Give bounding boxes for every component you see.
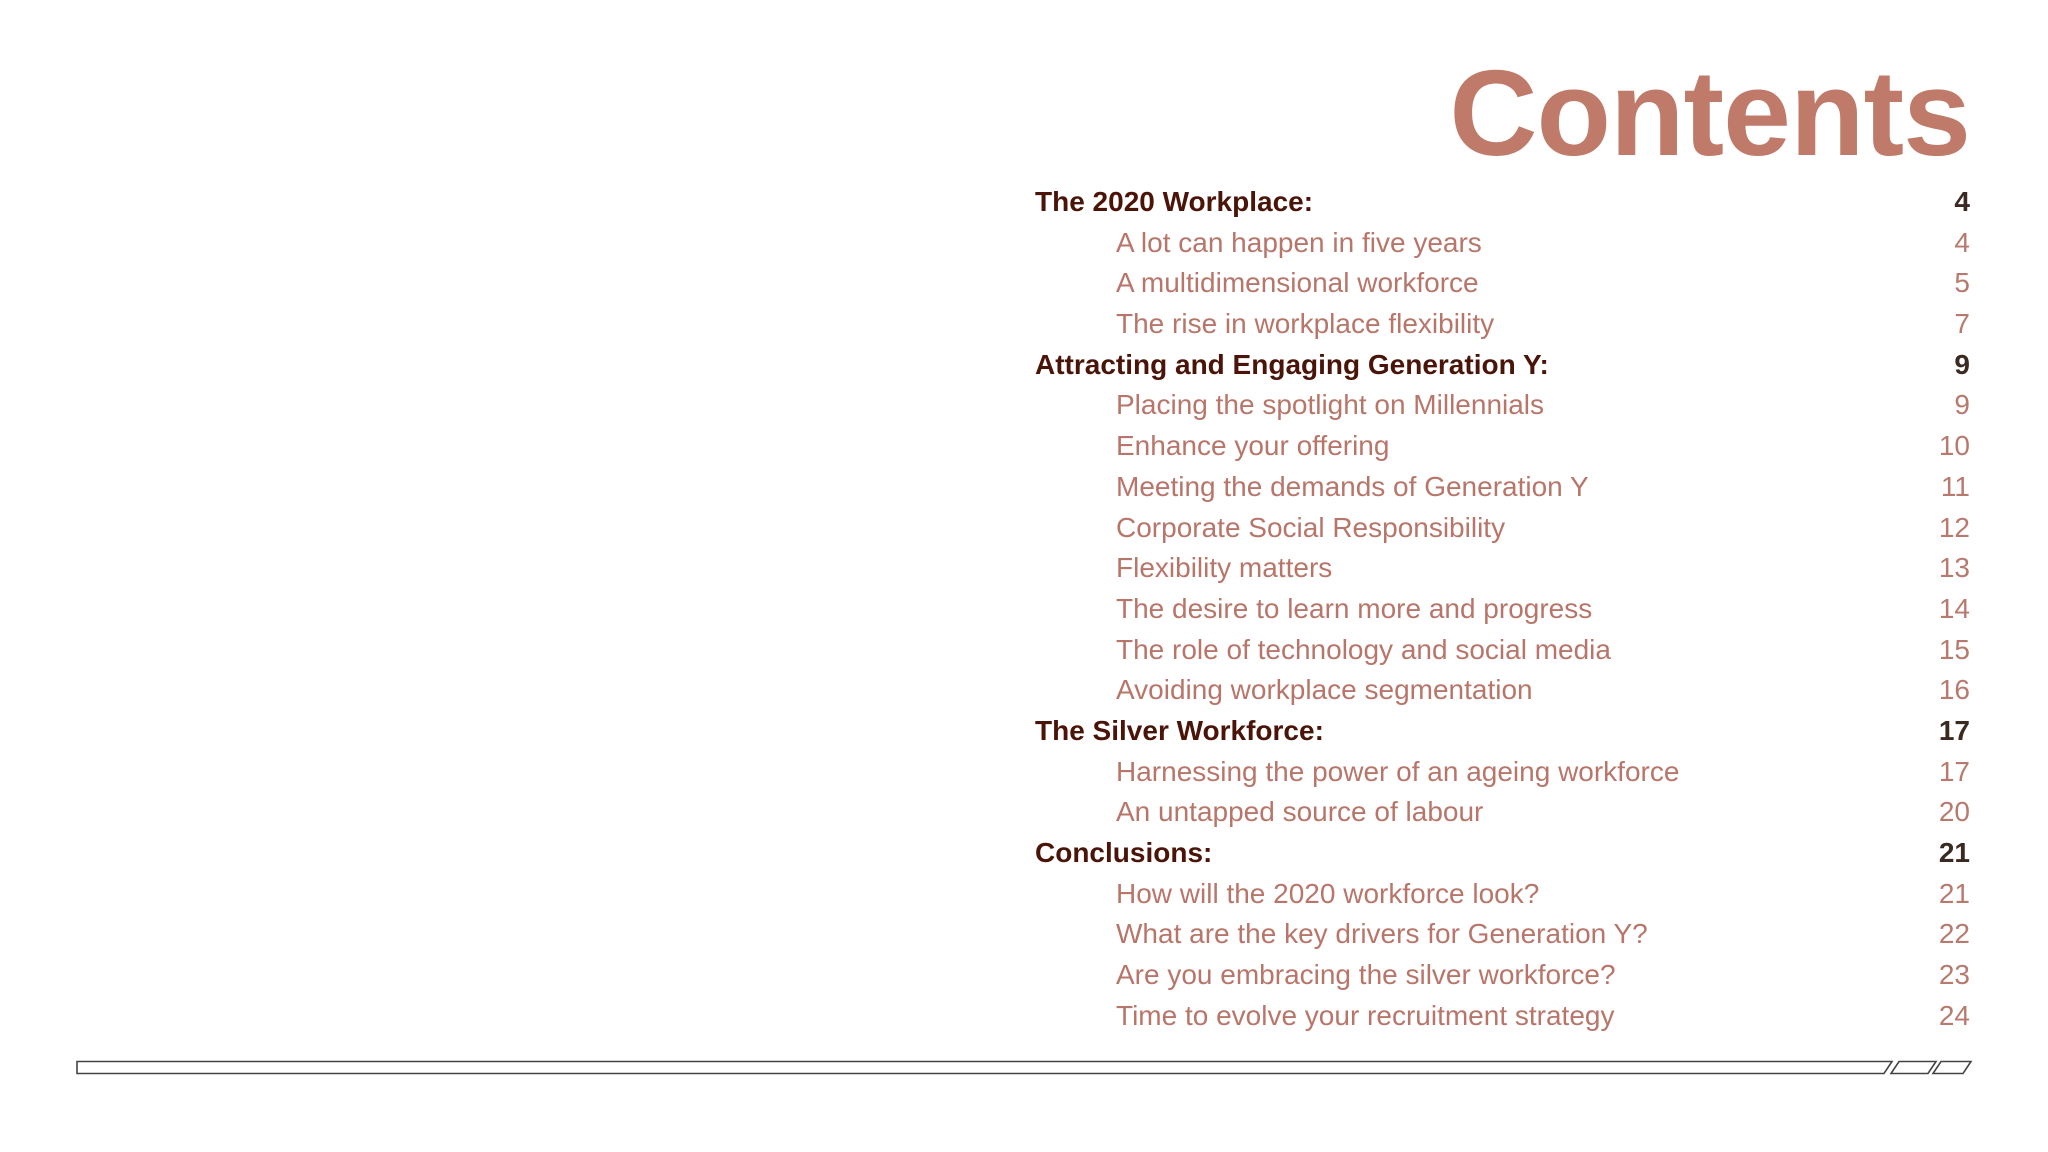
toc-subsection-entry[interactable] <box>1035 426 1970 467</box>
toc-entry-label: Harnessing the power of an ageing workforce <box>1116 755 1680 787</box>
toc-entry-page-number: 20 <box>1938 796 1970 828</box>
toc-entry-label: How will the 2020 workforce look? <box>1116 877 1540 909</box>
toc-entry-page-number: 24 <box>1938 999 1970 1031</box>
toc-entry-label: Conclusions: <box>1035 837 1213 868</box>
toc-section-entry[interactable] <box>1035 182 1970 223</box>
toc-entry-page-number: 16 <box>1938 674 1970 706</box>
toc-entry-page-number: 7 <box>1954 308 1970 340</box>
toc-entry-label: Enhance your offering <box>1116 430 1390 462</box>
footer-bar-segment-3 <box>1933 1062 1971 1074</box>
toc-subsection-entry[interactable] <box>1035 385 1970 426</box>
toc-subsection-entry[interactable] <box>1035 548 1970 589</box>
table-of-contents <box>1035 182 1970 1036</box>
toc-entry-page-number: 5 <box>1954 267 1970 299</box>
toc-entry-page-number: 11 <box>1940 470 1970 502</box>
toc-entry-label: Flexibility matters <box>1116 552 1333 584</box>
toc-subsection-entry[interactable] <box>1035 914 1970 955</box>
toc-entry-page-number: 21 <box>1938 837 1970 868</box>
toc-section-entry[interactable] <box>1035 711 1970 752</box>
toc-entry-label: A multidimensional workforce <box>1116 267 1479 299</box>
toc-entry-page-number: 10 <box>1938 430 1970 462</box>
toc-entry-label: The 2020 Workplace: <box>1035 186 1314 217</box>
footer-bar-segment-2 <box>1891 1062 1936 1074</box>
toc-entry-page-number: 22 <box>1938 918 1970 950</box>
toc-entry-page-number: 17 <box>1938 755 1970 787</box>
toc-entry-label: Attracting and Engaging Generation Y: <box>1035 348 1549 380</box>
page-title: Contents <box>1449 45 1970 181</box>
toc-entry-label: Time to evolve your recruitment strategy <box>1116 999 1615 1031</box>
toc-subsection-entry[interactable] <box>1035 467 1970 508</box>
toc-section-entry[interactable] <box>1035 833 1970 874</box>
toc-subsection-entry[interactable] <box>1035 630 1970 671</box>
toc-entry-label: The role of technology and social media <box>1116 633 1611 665</box>
toc-entry-label: The rise in workplace flexibility <box>1116 308 1495 340</box>
toc-entry-page-number: 21 <box>1938 877 1970 909</box>
toc-section-entry[interactable] <box>1035 345 1970 386</box>
toc-subsection-entry[interactable] <box>1035 223 1970 264</box>
toc-subsection-entry[interactable] <box>1035 304 1970 345</box>
toc-entry-page-number: 23 <box>1938 959 1970 991</box>
toc-entry-page-number: 4 <box>1954 226 1970 258</box>
toc-subsection-entry[interactable] <box>1035 752 1970 793</box>
toc-entry-page-number: 14 <box>1938 592 1970 624</box>
toc-entry-label: An untapped source of labour <box>1116 796 1484 828</box>
toc-entry-label: Meeting the demands of Generation Y <box>1116 470 1589 502</box>
toc-entry-page-number: 15 <box>1938 633 1970 665</box>
toc-entry-label: Are you embracing the silver workforce? <box>1116 959 1616 991</box>
toc-entry-page-number: 9 <box>1954 348 1970 380</box>
toc-entry-label: The desire to learn more and progress <box>1116 592 1593 624</box>
toc-subsection-entry[interactable] <box>1035 589 1970 630</box>
toc-entry-label: Placing the spotlight on Millennials <box>1116 389 1545 421</box>
toc-entry-label: Avoiding workplace segmentation <box>1116 674 1533 706</box>
toc-subsection-entry[interactable] <box>1035 955 1970 996</box>
toc-entry-label: Corporate Social Responsibility <box>1116 511 1506 543</box>
footer-bar-long-segment <box>77 1062 1892 1074</box>
toc-entry-page-number: 12 <box>1938 511 1970 543</box>
toc-subsection-entry[interactable] <box>1035 670 1970 711</box>
toc-entry-label: What are the key drivers for Generation Y? <box>1116 918 1648 950</box>
toc-subsection-entry[interactable] <box>1035 508 1970 549</box>
toc-entry-page-number: 17 <box>1938 714 1970 746</box>
toc-entry-page-number: 9 <box>1954 389 1970 421</box>
toc-subsection-entry[interactable] <box>1035 874 1970 915</box>
toc-entry-page-number: 13 <box>1938 552 1970 584</box>
toc-entry-label: The Silver Workforce: <box>1035 714 1324 746</box>
toc-subsection-entry[interactable] <box>1035 996 1970 1037</box>
toc-entry-page-number: 4 <box>1954 186 1970 217</box>
toc-subsection-entry[interactable] <box>1035 263 1970 304</box>
toc-subsection-entry[interactable] <box>1035 792 1970 833</box>
footer-bar <box>0 1060 2048 1090</box>
toc-entry-label: A lot can happen in five years <box>1116 226 1482 258</box>
